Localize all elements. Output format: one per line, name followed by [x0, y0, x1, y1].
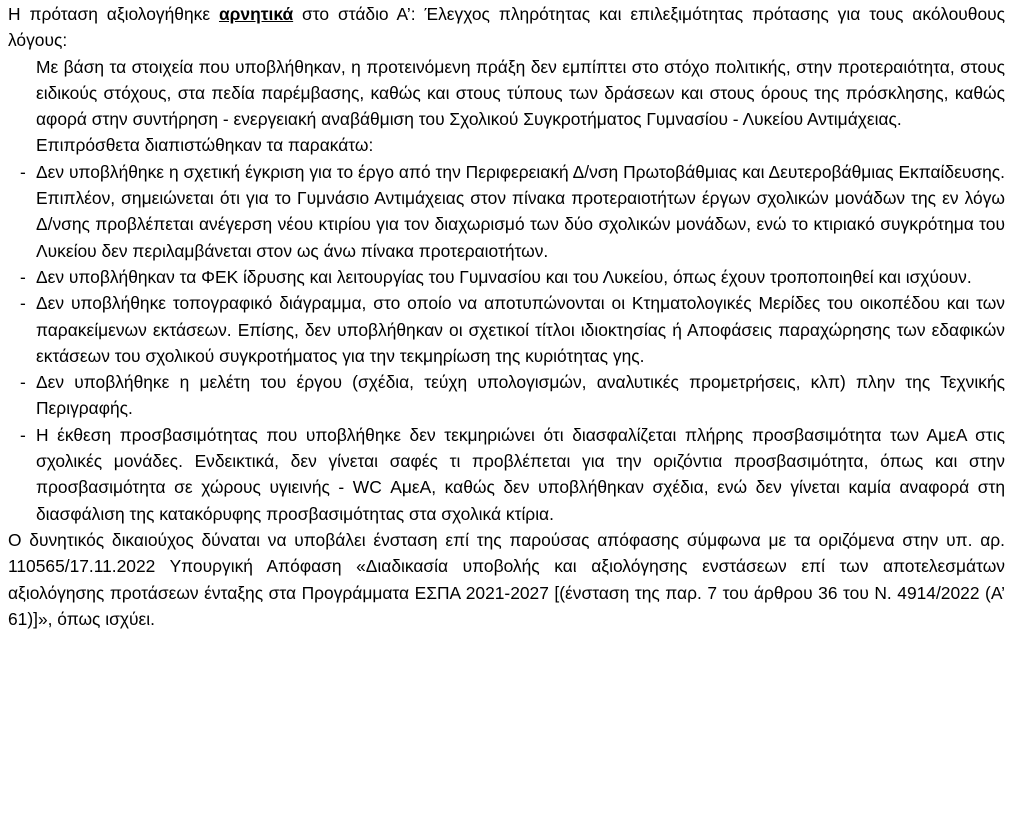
finding-text: Δεν υποβλήθηκε η σχετική έγκριση για το έργο από την Περιφερειακή Δ/νση Πρωτοβάθμιας και Δευτεροβάθμιας Εκπαίδευσης. Επιπλέον, σημειώνεται ότι για το Γυμνάσιο Αντιμάχειας στον πίνακα προτεραιοτήτων έργων σχολικών μονάδων της εν λόγω Δ/νσης προβλέπεται ανέγερση νέου κτιρίου για τον διαχωρισμό των δύο σχολικών μονάδων, ενώ το κτιριακό συγκρότημα του Λυκείου δεν περιλαμβάνεται στον ως άνω πίνακα προτεραιοτήτων.	[36, 161, 1005, 261]
intro-paragraph	[8, 1, 1005, 54]
finding-item-2	[8, 264, 1005, 290]
finding-text: Δεν υποβλήθηκαν τα ΦΕΚ ίδρυσης και λειτουργίας του Γυμνασίου και του Λυκείου, όπως έχουν τροποποιηθεί και ισχύουν.	[36, 266, 972, 287]
additional-findings-intro: Επιπρόσθετα διαπιστώθηκαν τα παρακάτω:	[36, 135, 374, 156]
finding-item-4	[8, 369, 1005, 422]
finding-text: Δεν υποβλήθηκε τοπογραφικό διάγραμμα, στο οποίο να αποτυπώνονται οι Κτηματολογικές Μερίδες του οικοπέδου και των παρακείμενων εκτάσεων. Επίσης, δεν υποβλήθηκαν οι σχετικοί τίτλοι ιδιοκτησίας ή Αποφάσεις παραχώρησης των εδαφικών εκτάσεων του σχολικού συγκροτήματος για την τεκμηρίωση της κυριότητας γης.	[36, 293, 1005, 366]
list-dash: -	[20, 293, 26, 314]
list-dash: -	[20, 266, 26, 287]
finding-text: Η έκθεση προσβασιμότητας που υποβλήθηκε δεν τεκμηριώνει ότι διασφαλίζεται πλήρης προσβασιμότητα των ΑμεΑ στις σχολικές μονάδες. Ενδεικτικά, δεν γίνεται σαφές τι προβλέπεται για την οριζόντια προσβασιμότητα, όπως και στην προσβασιμότητα σε χώρους υγιεινής - WC ΑμεΑ, καθώς δεν υποβλήθηκαν σχέδια, ενώ δεν γίνεται καμία αναφορά στη διασφάλιση της κατακόρυφης προσβασιμότητας στα σχολικά κτίρια.	[36, 424, 1005, 524]
finding-text: Δεν υποβλήθηκε η μελέτη του έργου (σχέδια, τεύχη υπολογισμών, αναλυτικές προμετρήσεις, κλπ) πλην της Τεχνικής Περιγραφής.	[36, 372, 1005, 419]
list-dash: -	[20, 161, 26, 182]
main-reason-paragraph: Με βάση τα στοιχεία που υποβλήθηκαν, η προτεινόμενη πράξη δεν εμπίπτει στο στόχο πολιτικής, στην προτεραιότητα, στους ειδικούς στόχους, στα πεδία παρέμβασης, καθώς και στους τύπους των δράσεων και στους όρους της πρόσκλησης, καθώς αφορά στην συντήρηση - ενεργειακή αναβάθμιση του Σχολικού Συγκροτήματος Γυμνασίου - Λυκείου Αντιμάχειας.	[36, 56, 1005, 130]
finding-item-1	[8, 159, 1005, 264]
list-dash: -	[20, 424, 26, 445]
finding-item-3	[8, 290, 1005, 369]
intro-before: Η πρόταση αξιολογήθηκε	[8, 4, 219, 24]
negative-emphasis: αρνητικά	[218, 4, 294, 24]
finding-item-5	[8, 422, 1005, 527]
list-dash: -	[20, 372, 26, 393]
intro-after: στο στάδιο Α’: Έλεγχος πληρότητας και επιλεξιμότητας πρότασης για τους ακόλουθους λόγους:	[8, 4, 1006, 51]
closing-paragraph: Ο δυνητικός δικαιούχος δύναται να υποβάλει ένσταση επί της παρούσας απόφασης σύμφωνα με τα οριζόμενα στην υπ. αρ. 110565/17.11.2022 Υπουργική Απόφαση «Διαδικασία υποβολής και αξιολόγησης ενστάσεων επί των αποτελεσμάτων αξιολόγησης προτάσεων ένταξης στα Προγράμματα ΕΣΠΑ 2021-2027 [(ένσταση της παρ. 7 του άρθρου 36 του Ν. 4914/2022 (Α’ 61)]», όπως ισχύει.	[8, 529, 1005, 629]
